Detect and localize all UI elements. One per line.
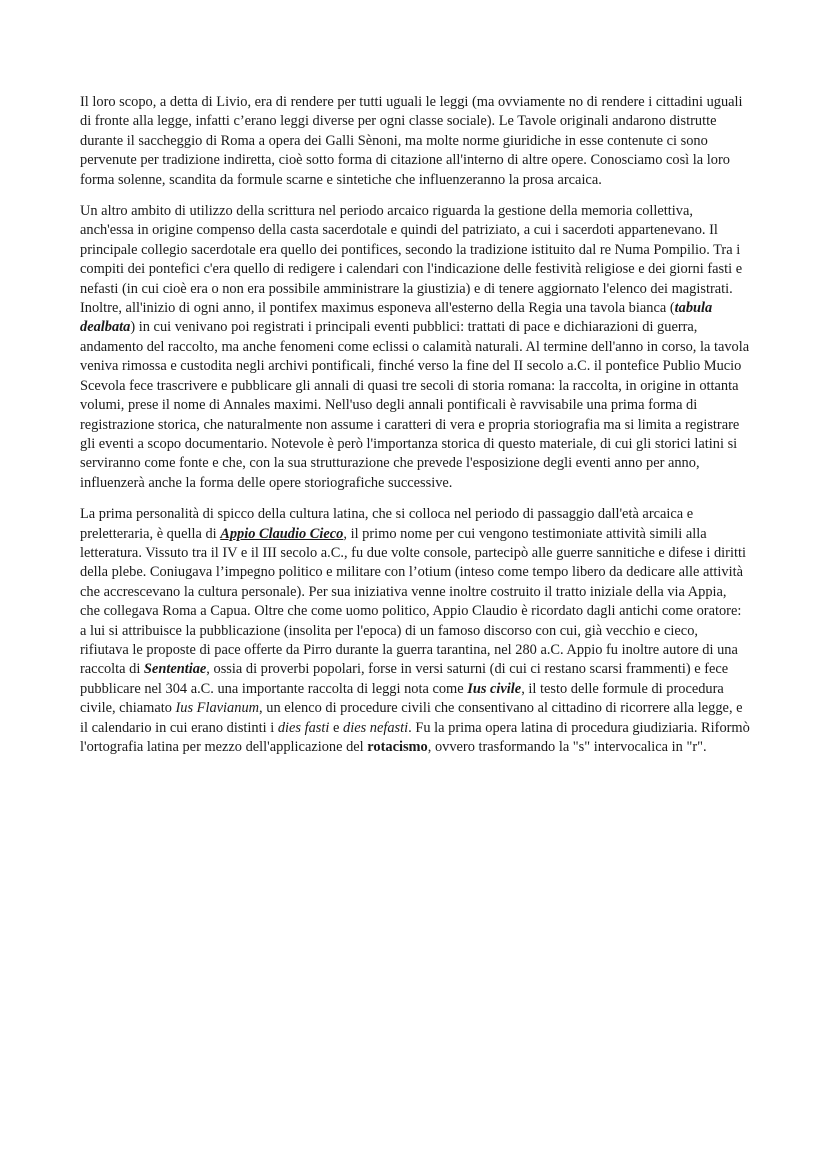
term-dies-fasti: dies fasti xyxy=(277,719,330,736)
text-segment: ) in cui venivano poi registrati i principali eventi pubblici: trattati di pace e dichiarazioni di guerra, andamento del raccolto, ma anche fenomeni come eclissi o calamità naturali. Al termine dell'anno in corso, la tavola veniva rimossa e custodita negli archivi pontificali, finché verso la fine del II secolo a.C. il pontefice Publio Mucio Scevola fece trascrivere e pubblicare gli annali di quasi tre secoli di storia romana: la raccolta, in origine in ottanta volumi, prese il nome di Annales maximi. Nell'uso degli annali pontificali è ravvisabile una prima forma di registrazione storica, che naturalmente non assume i caratteri di vera e propria storiografia ma si limita a registrare gli eventi a scopo documentario. Notevole è però l'importanza storica di questo materiale, di cui gli storici latini si serviranno come fonte e che, con la sua strutturazione che prevede l'esposizione degli eventi anno per anno, influenzerà anche la forma delle opere storiografiche successive. xyxy=(80,319,750,491)
text-segment: e xyxy=(329,719,343,736)
paragraph-appio-claudio xyxy=(80,505,750,757)
term-tabula-dealbata: tabula dealbata xyxy=(80,300,713,336)
paragraph-twelve-tables: Il loro scopo, a detta di Livio, era di rendere per tutti uguali le leggi (ma ovviamente no di rendere i cittadini uguali di fronte alla legge, infatti c’erano leggi diverse per ogni classe sociale). Le Tavole originali andarono distrutte durante il saccheggio di Roma a opera dei Galli Sènoni, ma molte norme giuridiche in esse contenute ci sono pervenute per tradizione indiretta, cioè sotto forma di citazione all'interno di altre opere. Conosciamo così la loro forma solenne, scandita da formule scarne e sintetiche che influenzeranno la prosa arcaica. xyxy=(80,94,743,188)
text-segment: , un elenco di procedure civili che consentivano al cittadino di ricorrere alla legge, e il calendario in cui erano distinti i xyxy=(80,700,743,736)
text-segment: , il primo nome per cui vengono testimoniate attività simili alla letteratura. Vissuto tra il IV e il III secolo a.C., fu due volte console, partecipò alle guerre sannitiche e difese i diritti della plebe. Coniugava l’impegno politico e militare con l’otium (inteso come tempo libero da dedicare alle attività che accrescevano la cultura personale). Per sua iniziativa venne inoltre costruito il tratto iniziale della via Appia, che collegava Roma a Capua. Oltre che come uomo politico, Appio Claudio è ricordato dagli antichi come oratore: a lui si attribuisce la pubblicazione (insolita per l'epoca) di un famoso discorso con cui, già vecchio e cieco, rifiutava le proposte di pace offerte da Pirro durante la guerra tarantina, nel 280 a.C. Appio fu inoltre autore di una raccolta di xyxy=(80,525,746,678)
term-ius-civile: Ius civile xyxy=(467,680,522,697)
document-page xyxy=(80,93,750,769)
term-sententiae: Sententiae xyxy=(143,661,207,678)
term-dies-nefasti: dies nefasti xyxy=(343,719,409,736)
text-segment: . Fu la prima opera latina di procedura giudiziaria. Riformò l'ortografia latina per mezzo dell'applicazione del xyxy=(80,719,750,755)
text-segment: Un altro ambito di utilizzo della scrittura nel periodo arcaico riguarda la gestione della memoria collettiva, anch'essa in origine compenso della casta sacerdotale e quindi del patriziato, a cui i sacerdoti appartenevano. Il principale collegio sacerdotale era quello dei pontifices, secondo la tradizione istituito dal re Numa Pompilio. Tra i compiti dei pontefici c'era quello di redigere i calendari con l'indicazione delle festività religiose e dei giorni fasti e nefasti (in cui cioè era o non era possibile amministrare la giustizia) e di tenere aggiornato l'elenco dei magistrati. Inoltre, all'inizio di ogni anno, il pontifex maximus esponeva all'esterno della Regia una tavola bianca ( xyxy=(80,203,743,317)
term-rotacismo: rotacismo xyxy=(367,739,428,755)
term-ius-flavianum: Ius Flavianum xyxy=(175,700,260,717)
text-segment: La prima personalità di spicco della cultura latina, che si colloca nel periodo di passaggio dall'età arcaica e preletteraria, è quella di xyxy=(80,506,694,542)
paragraph-pontifices xyxy=(80,202,750,493)
name-appio-claudio-cieco: Appio Claudio Cieco xyxy=(220,525,344,542)
text-segment: , ovvero trasformando la "s" intervocalica in "r". xyxy=(427,739,707,755)
text-segment: , ossia di proverbi popolari, forse in versi saturni (di cui ci restano scarsi frammenti) e fece pubblicare nel 304 a.C. una importante raccolta di leggi nota come xyxy=(80,661,729,697)
text-segment: , il testo delle formule di procedura civile, chiamato xyxy=(80,680,724,717)
